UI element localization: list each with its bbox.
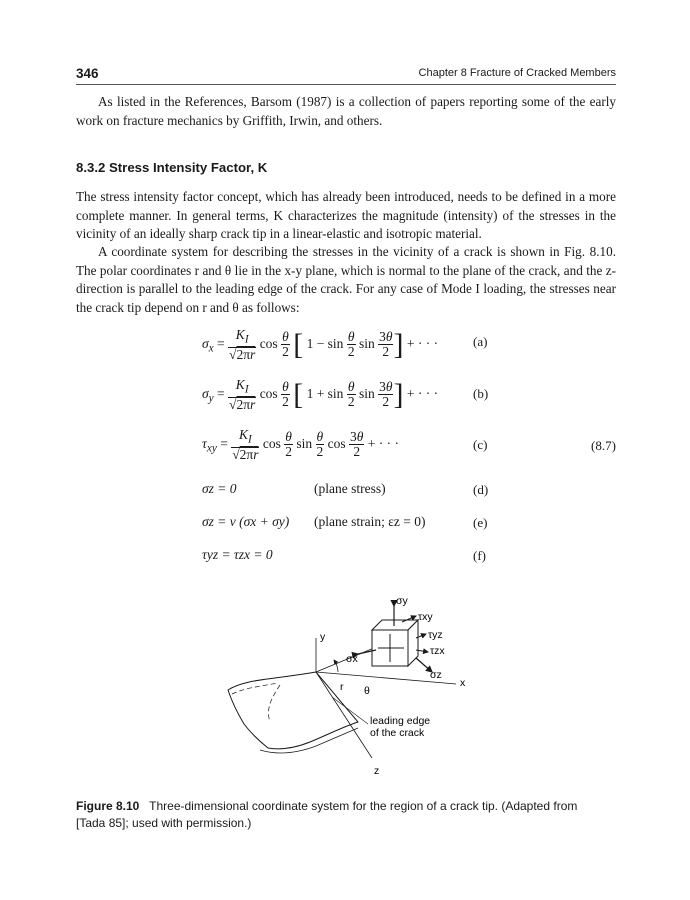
chapter-title: Chapter 8 Fracture of Cracked Members — [418, 67, 616, 79]
crack-sheet — [228, 672, 358, 749]
equation-b: $\sigma_y$ = $\frac{K_I}{√2\pi r}$ cos $\frac{\theta}{2}$ [ 1 + sin $\frac{\theta}{2}$ sin $\frac{3\theta}{2}$ ] + · · · — [202, 377, 439, 412]
equation-c: $\tau_{xy}$ = $\frac{K_I}{√2\pi r}$ cos $\frac{\theta}{2}$ sin $\frac{\theta}{2}$ cos $\frac{3\theta}{2}$ + · · · — [202, 427, 399, 462]
paragraph-references: As listed in the References, Barsom (1987) is a collection of papers reporting some of the early work on fracture mechanics by Griffith, Irwin, and others. — [76, 94, 616, 128]
label-tau-yz: τyz — [428, 629, 443, 641]
equation-label-c: (c) — [473, 437, 488, 452]
equation-label-d: (d) — [473, 482, 489, 497]
page-number: 346 — [76, 66, 99, 81]
theta-arc — [334, 660, 338, 672]
equation-label-a: (a) — [473, 334, 488, 349]
equation-e-note: (plane strain; εz = 0) — [314, 514, 426, 529]
equation-a: $\sigma_x$ = $\frac{K_I}{√2\pi r}$ cos $\frac{\theta}{2}$ [ 1 − sin $\frac{\theta}{2}$ sin $\frac{3\theta}{2}$ ] + · · · — [202, 327, 439, 362]
label-axis-y: y — [320, 631, 326, 643]
label-axis-x: x — [460, 677, 466, 689]
label-sigma-y: σy — [396, 595, 408, 607]
label-r: r — [340, 681, 344, 693]
equation-d: σz = 0 — [202, 481, 237, 496]
equation-label-e: (e) — [473, 515, 488, 530]
figure-caption-text: Three-dimensional coordinate system for the region of a crack tip. (Adapted from [Tada 85]; used with permission.) — [76, 799, 578, 830]
stress-cube — [372, 620, 418, 666]
label-leading-edge-2: of the crack — [370, 727, 425, 739]
equation-f: τyz = τzx = 0 — [202, 547, 273, 562]
paragraph-coordinate-system: A coordinate system for describing the stresses in the vicinity of a crack is shown in Fig. 8.10. The polar coordinates r and θ lie in the x-y plane, which is normal to the plane of the crack, and the z-direction is parallel to the leading edge of the crack. For any case of Mode I loading, the stresses near the crack tip depend on r and θ as follows: — [76, 244, 616, 315]
label-sigma-x: σx — [346, 653, 358, 665]
crack-tip-coordinate-figure — [220, 590, 480, 780]
running-head — [76, 66, 616, 84]
label-axis-z: z — [374, 765, 380, 777]
figure-caption — [76, 798, 596, 832]
equation-number: (8.7) — [591, 438, 616, 453]
label-sigma-z: σz — [430, 669, 442, 681]
equation-d-note: (plane stress) — [314, 481, 386, 496]
equation-label-f: (f) — [473, 548, 486, 563]
header-rule — [76, 84, 616, 85]
label-theta: θ — [364, 685, 370, 697]
label-tau-zx: τzx — [430, 645, 445, 657]
section-heading: 8.3.2 Stress Intensity Factor, K — [76, 160, 268, 175]
label-leading-edge-1: leading edge — [370, 715, 431, 727]
figure-caption-label: Figure 8.10 — [76, 799, 140, 813]
r-line — [316, 648, 374, 672]
label-tau-xy: τxy — [418, 611, 433, 623]
equation-e: σz = ν (σx + σy) — [202, 514, 290, 529]
paragraph-sif-concept: The stress intensity factor concept, which has already been introduced, needs to be defined in a more complete manner. In general terms, K characterizes the magnitude (intensity) of the stresses in the vicinity of an ideally sharp crack tip in a linear-elastic and isotropic material. — [76, 189, 616, 241]
equation-label-b: (b) — [473, 386, 489, 401]
